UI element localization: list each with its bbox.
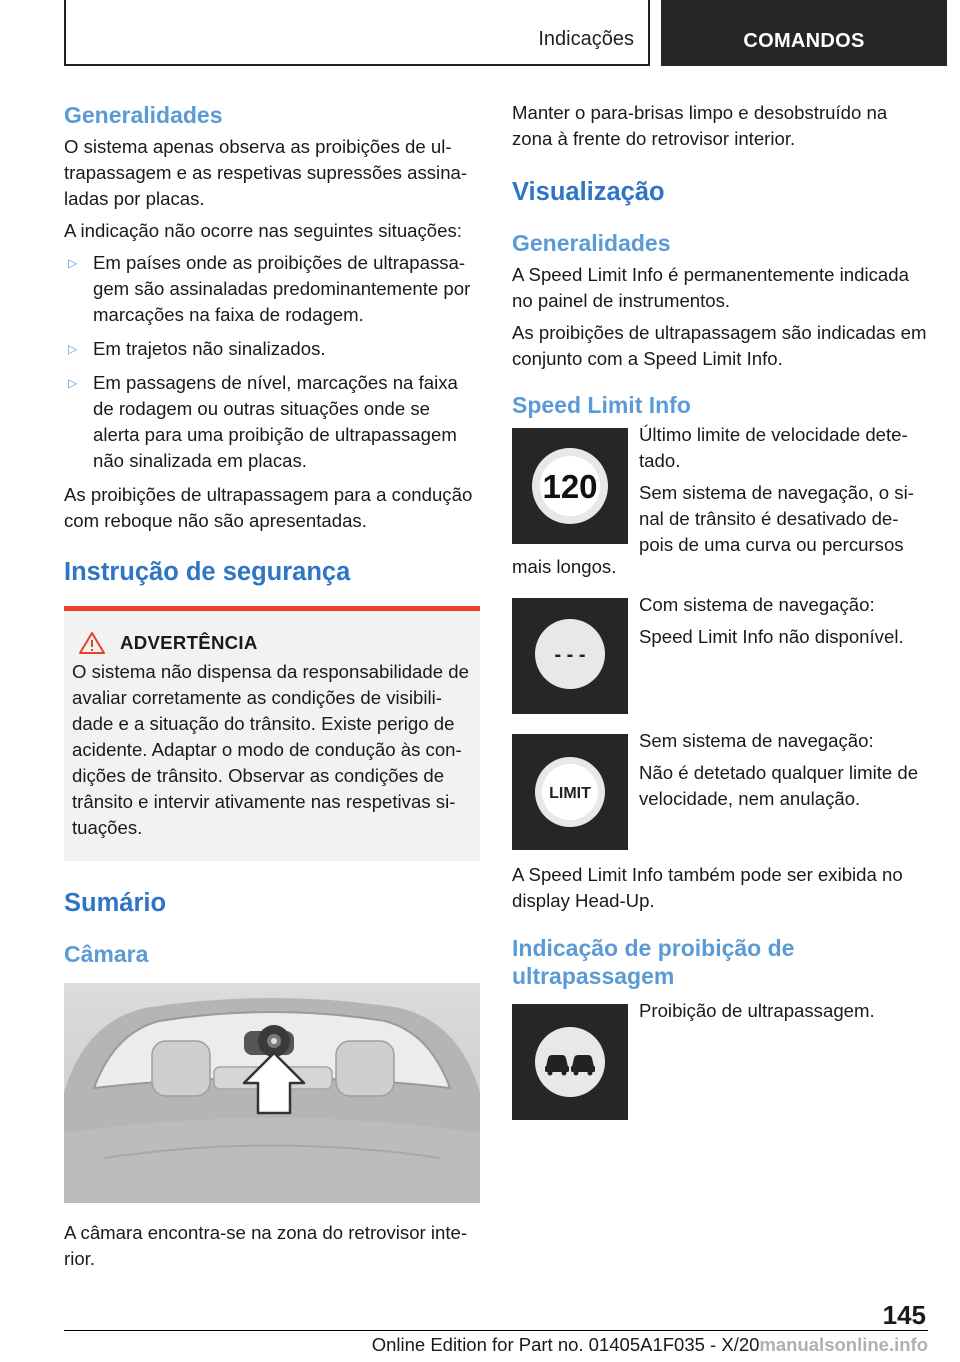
sign-120-row bbox=[512, 424, 932, 558]
list-item: ▷ Em trajetos não sinalizados. bbox=[64, 336, 480, 362]
generalidades-paragraph-1: O sistema apenas observa as proibições de ul-trapassagem e as respetivas supressões assina-ladas por placas. bbox=[64, 136, 468, 209]
sign-120-number: 120 bbox=[542, 468, 598, 505]
no-passing-heading: Indicação de proibição de ultrapassagem bbox=[512, 935, 795, 989]
sign-dashes-image bbox=[512, 598, 628, 714]
right-column bbox=[512, 100, 932, 1120]
sign-limit-text-block bbox=[639, 730, 932, 818]
sign-limit-paragraph-2: Não é detetado qualquer limite de velocidade, nem anulação. bbox=[639, 762, 919, 809]
sign-limit-row bbox=[512, 730, 932, 850]
warning-triangle-icon bbox=[78, 631, 106, 655]
sign-no-passing-text-block bbox=[639, 1000, 932, 1030]
camera-location-photo bbox=[64, 983, 480, 1203]
left-column bbox=[64, 100, 480, 1278]
generalidades-paragraph-3: As proibições de ultrapassagem para a condução com reboque não são apresentadas. bbox=[64, 484, 473, 531]
header-chapter-tab bbox=[661, 0, 947, 66]
list-item: ▷ Em passagens de nível, marcações na faixa de rodagem ou outras situações onde se alerta para uma proibição de ultrapassagem não sinalizada em placas. bbox=[68, 372, 458, 471]
sign-limit-image bbox=[512, 734, 628, 850]
sign-dashes-paragraph-2: Speed Limit Info não disponível. bbox=[639, 626, 904, 647]
header-section-tab bbox=[64, 0, 650, 66]
hud-paragraph: A Speed Limit Info também pode ser exibida no display Head-Up. bbox=[512, 864, 903, 911]
intro-paragraph: Manter o para-brisas limpo e desobstruído na zona à frente do retrovisor interior. bbox=[512, 102, 888, 149]
sign-dashes-text-block bbox=[639, 594, 932, 656]
sign-limit-paragraph-1: Sem sistema de navegação: bbox=[639, 730, 874, 751]
gen-paragraph-2: As proibições de ultrapassagem são indicadas em conjunto com a Speed Limit Info. bbox=[512, 322, 927, 369]
limit-sign-icon bbox=[512, 734, 628, 850]
camara-heading: Câmara bbox=[64, 941, 149, 967]
header-section-label: Indicações bbox=[538, 28, 634, 50]
sign-120-text bbox=[639, 424, 932, 558]
sign-dashes-paragraph-1: Com sistema de navegação: bbox=[639, 594, 875, 615]
sign-dashes-text: - - - bbox=[554, 644, 586, 666]
triangle-bullet-icon: ▷ bbox=[68, 376, 78, 390]
footer-edition-line bbox=[0, 1334, 928, 1356]
footer-divider bbox=[64, 1330, 928, 1331]
generalidades-right-heading: Generalidades bbox=[512, 230, 671, 256]
sign-no-passing-paragraph: Proibição de ultrapassagem. bbox=[639, 1000, 875, 1021]
speed-sign-120-image bbox=[512, 428, 628, 544]
sign-no-passing-row bbox=[512, 1000, 932, 1120]
warning-box bbox=[64, 606, 480, 861]
gen-paragraph-1: A Speed Limit Info é permanentemente indicada no painel de instrumentos. bbox=[512, 264, 909, 311]
list-item: ▷ Em países onde as proibições de ultrapassa-gem são assinaladas predominantemente por marcações na faixa de rodagem. bbox=[68, 252, 471, 325]
warning-title bbox=[72, 631, 472, 655]
no-info-sign-icon bbox=[512, 598, 628, 714]
header-chapter-label: COMANDOS bbox=[743, 30, 865, 52]
triangle-bullet-icon: ▷ bbox=[68, 342, 78, 356]
footer-watermark: manualsonline.info bbox=[759, 1334, 928, 1355]
generalidades-paragraph-2: A indicação não ocorre nas seguintes situações: bbox=[64, 220, 462, 241]
page-number: 145 bbox=[882, 1300, 926, 1330]
no-overtaking-sign-icon bbox=[512, 1004, 628, 1120]
sign-dashes-row bbox=[512, 594, 932, 714]
sumario-heading: Sumário bbox=[64, 889, 167, 917]
sign-120-paragraph-2-cont: mais longos. bbox=[512, 556, 617, 577]
sign-limit-text: LIMIT bbox=[549, 785, 591, 802]
speed-limit-info-heading: Speed Limit Info bbox=[512, 392, 691, 418]
generalidades-heading: Generalidades bbox=[64, 102, 223, 128]
speed-limit-sign-icon bbox=[512, 428, 628, 544]
safety-heading: Instrução de segurança bbox=[64, 558, 351, 586]
sign-no-passing-image bbox=[512, 1004, 628, 1120]
warning-text: O sistema não dispensa da responsabilidade de avaliar corretamente as condições de visibili-dade e a situação do trânsito. Existe perigo de acidente. Adaptar o modo de condução às con-dições de trânsito. Observar as condições de trânsito e intervir ativamente nas respetivas si-tuações. bbox=[72, 661, 469, 838]
sign-120-paragraph-1: Último limite de velocidade dete-tado. bbox=[639, 424, 908, 471]
visualizacao-heading: Visualização bbox=[512, 178, 665, 206]
footer-edition: Online Edition for Part no. 01405A1F035 - X/20 bbox=[371, 1334, 760, 1355]
camara-caption: A câmara encontra-se na zona do retrovisor inte-rior. bbox=[64, 1222, 468, 1269]
triangle-bullet-icon: ▷ bbox=[68, 256, 78, 270]
warning-label: ADVERTÊNCIA bbox=[120, 632, 258, 653]
situations-list bbox=[64, 250, 480, 474]
sign-120-paragraph-2: Sem sistema de navegação, o si-nal de trânsito é desativado de-pois de uma curva ou percursos bbox=[639, 482, 914, 555]
